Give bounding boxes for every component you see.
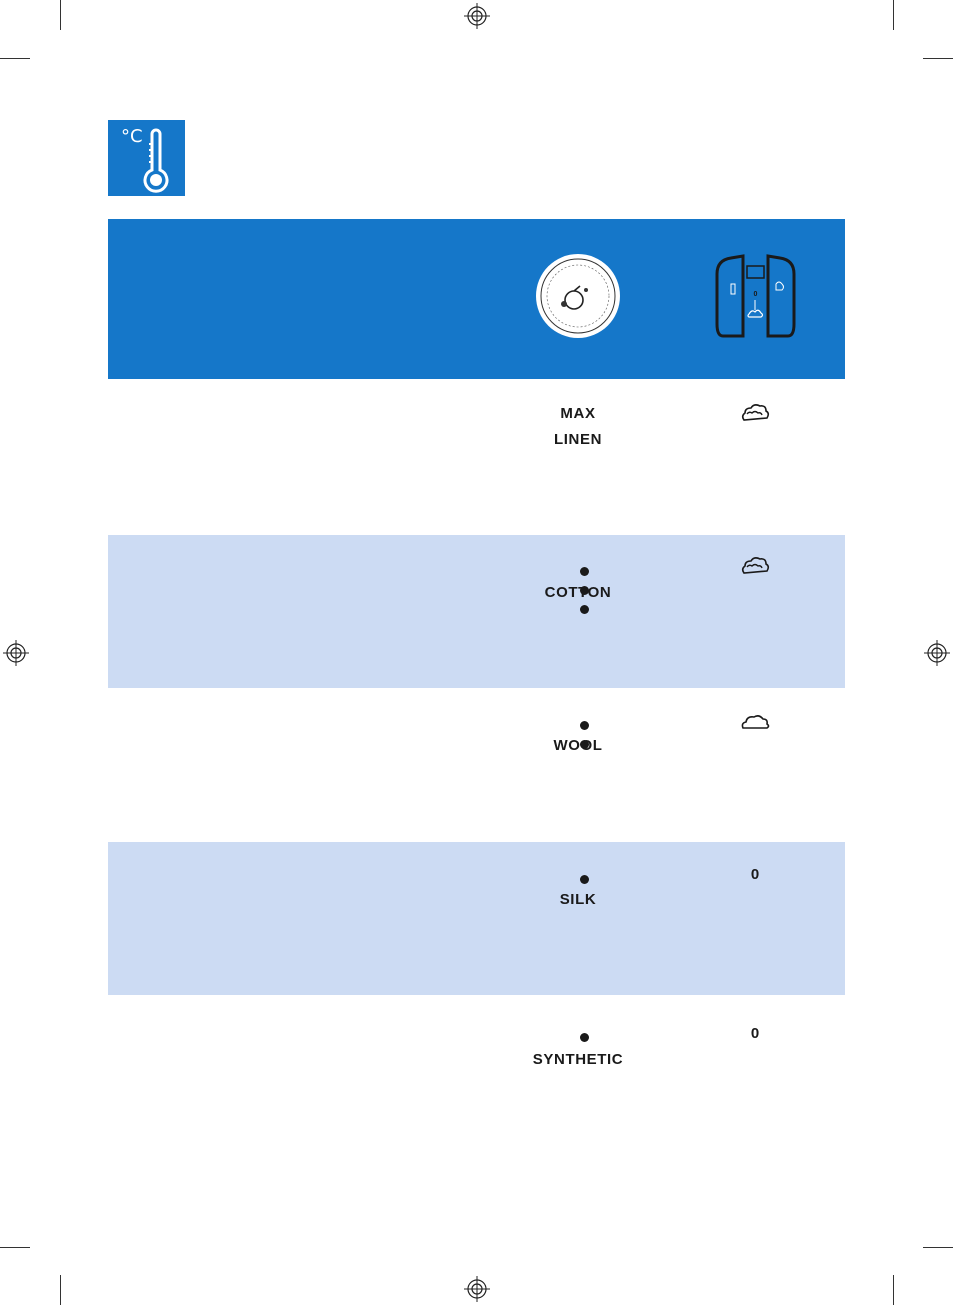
crop-mark bbox=[893, 0, 894, 30]
registration-mark-icon bbox=[464, 1276, 490, 1302]
setting-label: SILK bbox=[559, 891, 597, 908]
crop-mark bbox=[0, 1247, 30, 1248]
setting-label: SYNTHETIC bbox=[532, 1051, 624, 1068]
celsius-symbol: °C bbox=[121, 126, 143, 147]
crop-mark bbox=[893, 1275, 894, 1305]
steam-control-icon bbox=[713, 254, 798, 338]
steam-setting-value: 0 bbox=[750, 1025, 760, 1042]
table-row bbox=[108, 996, 845, 1149]
steam-cloud-icon bbox=[740, 402, 770, 424]
table-header bbox=[108, 219, 845, 379]
table-row bbox=[108, 688, 845, 841]
crop-mark bbox=[60, 1275, 61, 1305]
setting-label: COTTON bbox=[544, 584, 612, 601]
setting-label: MAX bbox=[560, 405, 596, 422]
registration-mark-icon bbox=[464, 3, 490, 29]
setting-label: LINEN bbox=[554, 431, 602, 448]
crop-mark bbox=[923, 1247, 953, 1248]
steam-cloud-icon bbox=[740, 711, 770, 733]
setting-label: WOOL bbox=[553, 737, 603, 754]
temperature-dial-icon bbox=[534, 252, 622, 340]
crop-mark bbox=[0, 58, 30, 59]
crop-mark bbox=[923, 58, 953, 59]
registration-mark-icon bbox=[3, 640, 29, 666]
thermometer-celsius-icon bbox=[108, 120, 185, 196]
registration-mark-icon bbox=[924, 640, 950, 666]
thermometer-icon bbox=[108, 120, 185, 196]
steam-cloud-icon bbox=[740, 555, 770, 577]
table-row bbox=[108, 535, 845, 688]
table-row bbox=[108, 380, 845, 533]
steam-setting-value: 0 bbox=[750, 866, 760, 883]
crop-mark bbox=[60, 0, 61, 30]
table-row bbox=[108, 842, 845, 995]
svg-text:0: 0 bbox=[753, 291, 758, 298]
